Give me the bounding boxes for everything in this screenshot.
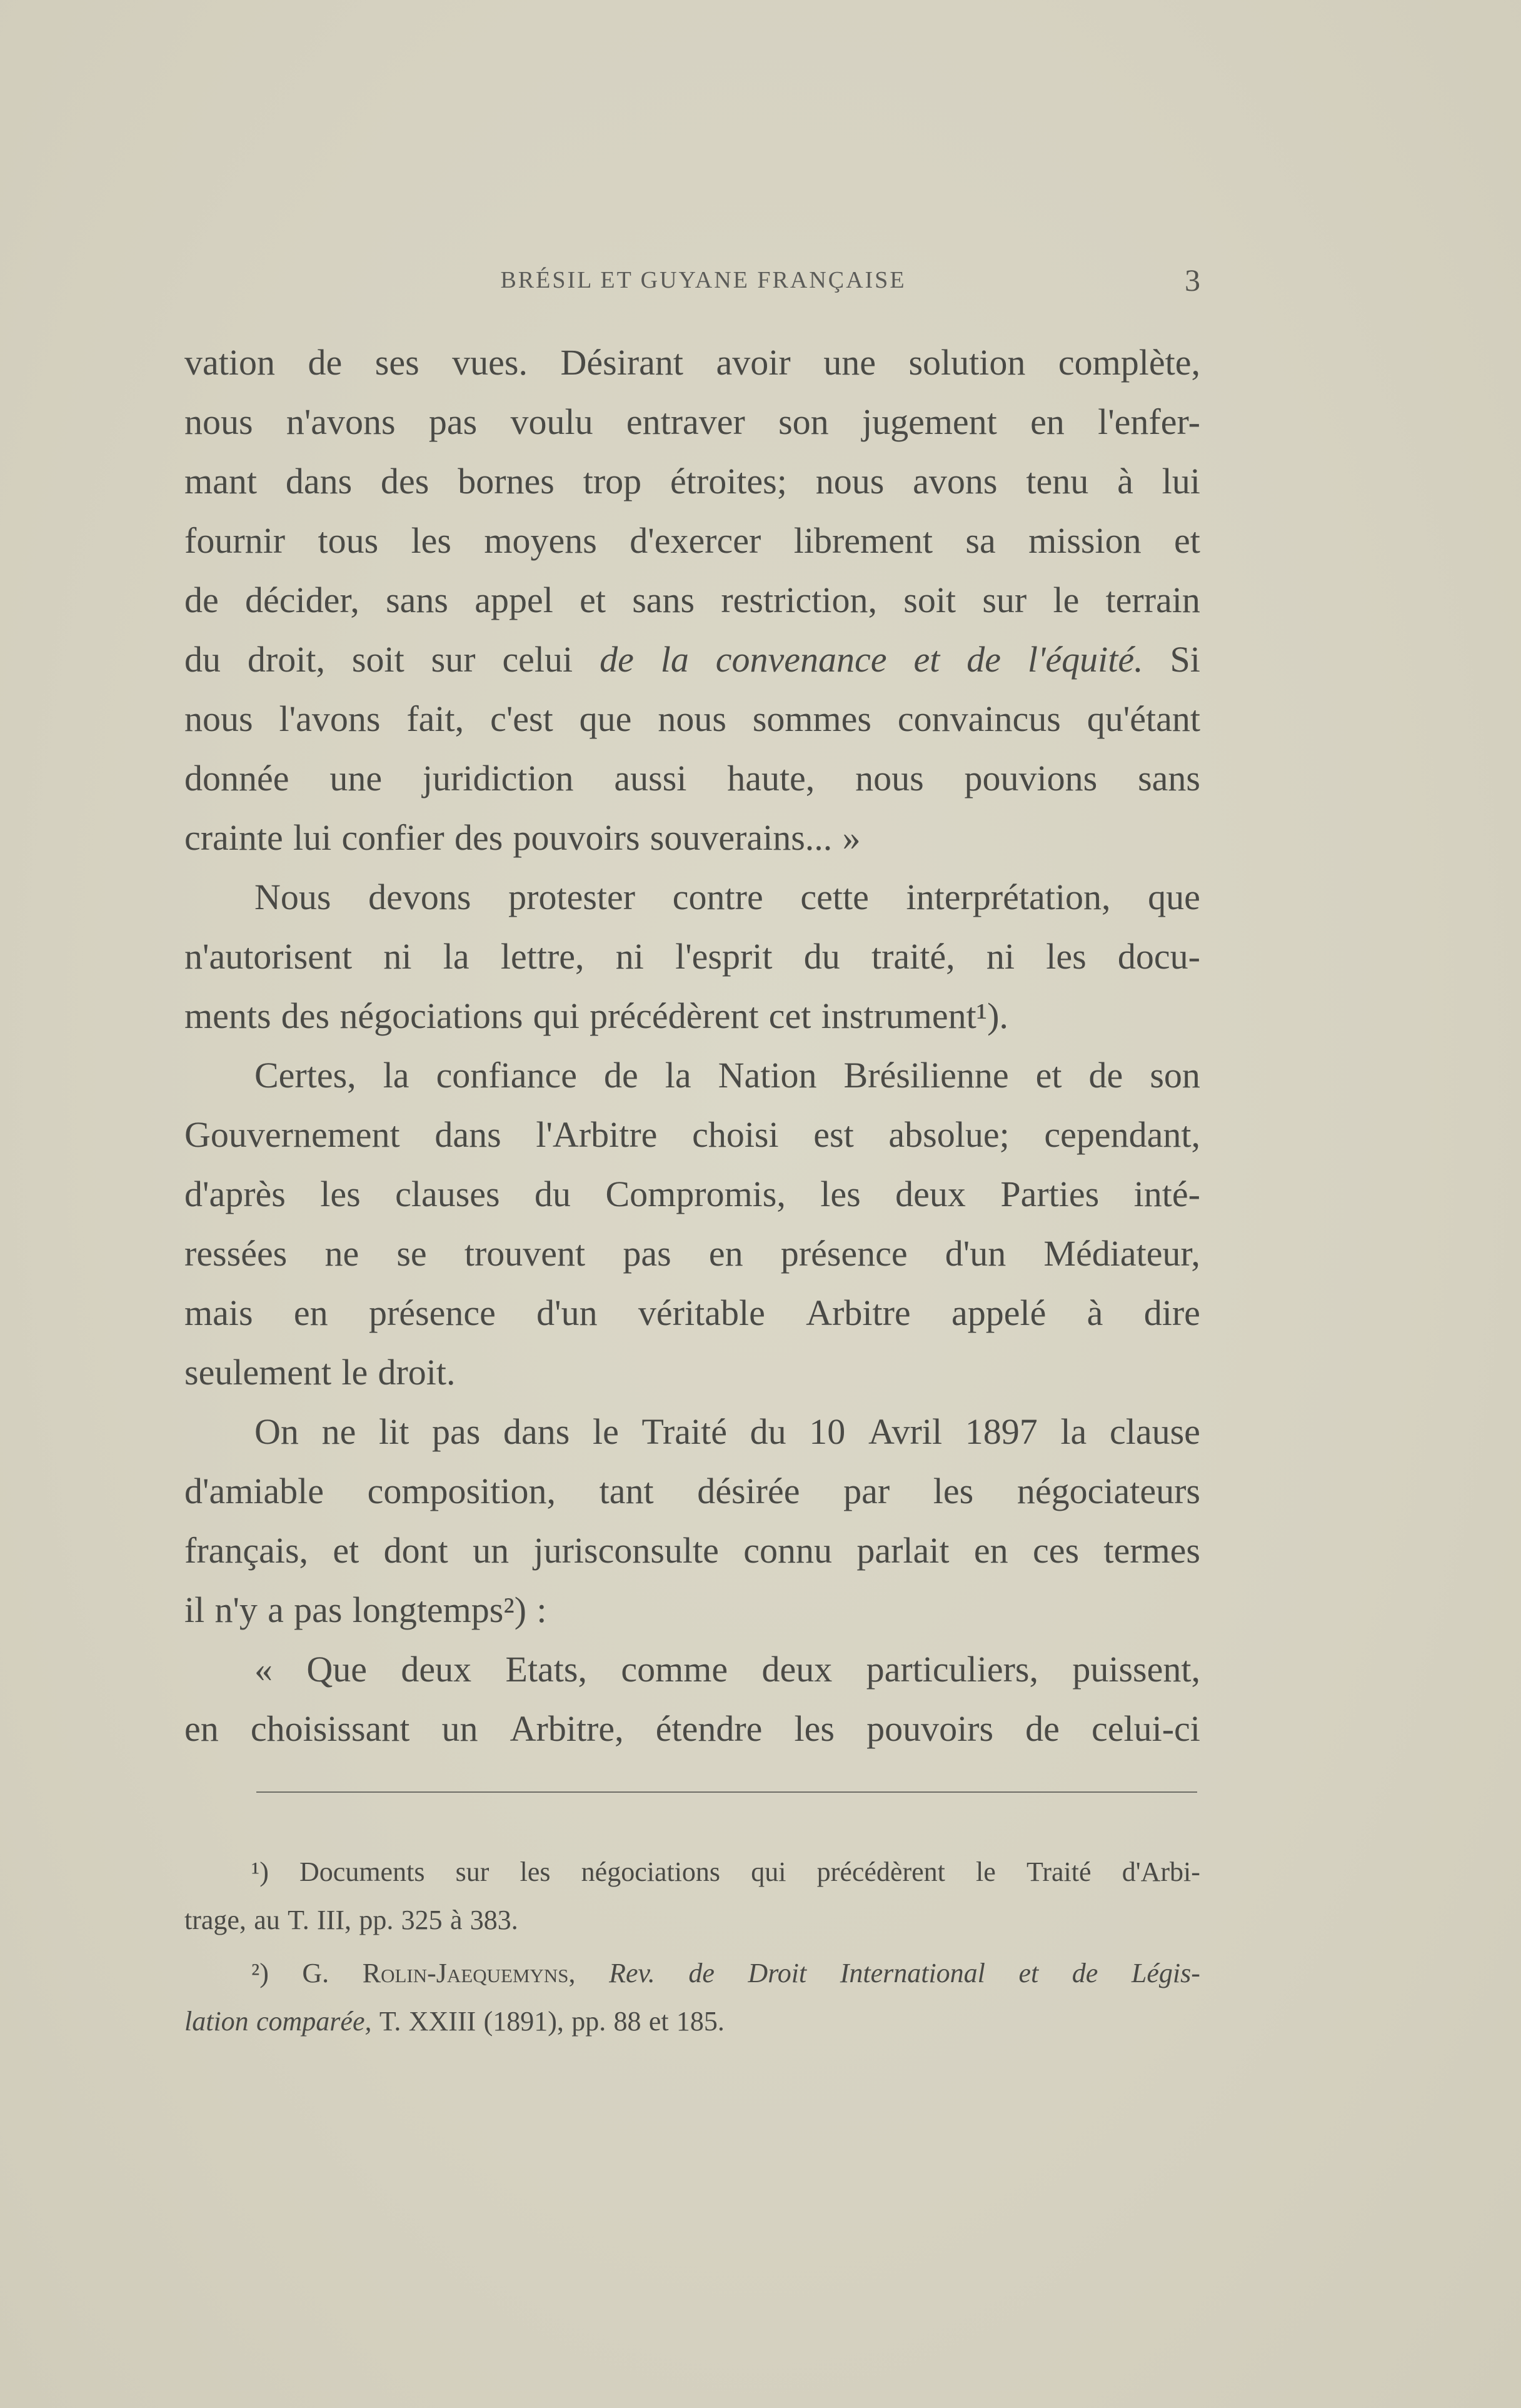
word: un — [473, 1530, 510, 1571]
word: de — [688, 1958, 715, 1988]
word: qu'étant — [1087, 698, 1200, 739]
word: tenu — [1026, 461, 1089, 501]
word: crainte — [184, 817, 283, 858]
word: sans — [1138, 758, 1200, 798]
word: pas — [432, 1411, 481, 1452]
text-line — [184, 1343, 1200, 1402]
word: (1891), — [483, 2006, 564, 2037]
word: l'avons — [279, 698, 381, 739]
word: le — [1053, 580, 1080, 620]
word: deux — [761, 1649, 833, 1690]
word: ces — [1032, 1530, 1080, 1571]
word: pp. — [359, 1905, 394, 1935]
word: Légis- — [1131, 1958, 1200, 1988]
word: particuliers, — [866, 1649, 1038, 1690]
word: protester — [508, 877, 636, 917]
word: ni — [986, 936, 1015, 977]
word: ¹) — [251, 1856, 269, 1887]
word: qui — [751, 1856, 786, 1887]
word: il — [184, 1589, 205, 1630]
word: est — [813, 1114, 854, 1155]
word: l'équité. — [1027, 639, 1143, 680]
word: et — [580, 580, 606, 620]
word: la — [443, 936, 469, 977]
word: d'Arbi- — [1122, 1856, 1200, 1887]
word: à — [1117, 461, 1133, 501]
word: ne — [324, 1233, 359, 1274]
word: mission — [1028, 520, 1142, 561]
word: jurisconsulte — [533, 1530, 719, 1571]
word: sur — [431, 639, 476, 680]
word: et — [1018, 1958, 1039, 1988]
word: précédèrent — [816, 1856, 945, 1887]
text-line — [184, 392, 1200, 451]
word: cet — [768, 995, 811, 1036]
word: et — [913, 639, 940, 680]
word: pouvoirs — [513, 817, 640, 858]
word: les — [933, 1471, 974, 1511]
word: clause — [1109, 1411, 1200, 1452]
word: nous — [815, 461, 885, 501]
word: l'enfer- — [1098, 401, 1200, 442]
text-line — [184, 1640, 1200, 1699]
text-line — [184, 1580, 1200, 1640]
word: au — [254, 1905, 280, 1935]
word: en — [1030, 401, 1065, 442]
word: composition, — [367, 1471, 556, 1511]
word: c'est — [490, 698, 553, 739]
word: nous — [855, 758, 924, 798]
word: nous — [184, 698, 253, 739]
word: et — [1174, 520, 1200, 561]
word: du — [803, 936, 840, 977]
word: T. — [288, 1905, 309, 1935]
word: Arbitre, — [510, 1708, 624, 1749]
word: pp. — [571, 2006, 606, 2037]
word: cette — [800, 877, 869, 917]
text-line — [184, 630, 1200, 689]
word: Traité — [1027, 1856, 1092, 1887]
word: avons — [913, 461, 998, 501]
word: son — [778, 401, 829, 442]
word: par — [843, 1471, 890, 1511]
word: lit — [378, 1411, 409, 1452]
word: étroites; — [670, 461, 787, 501]
word: une — [329, 758, 383, 798]
word: Brésilienne — [843, 1055, 1009, 1096]
word: vues. — [452, 342, 528, 383]
word: solution — [908, 342, 1026, 383]
word: comme — [621, 1649, 728, 1690]
word: droit, — [247, 639, 325, 680]
word: Arbitre — [806, 1292, 911, 1333]
word: Rev. — [609, 1958, 655, 1988]
word: l'Arbitre — [536, 1114, 658, 1155]
word: dans — [503, 1411, 570, 1452]
word: de — [966, 639, 1001, 680]
word: Gouvernement — [184, 1114, 400, 1155]
word: ne — [321, 1411, 356, 1452]
word: les — [794, 1708, 835, 1749]
word: d'un — [536, 1292, 598, 1333]
word: d'amiable — [184, 1471, 324, 1511]
word: Désirant — [560, 342, 684, 383]
word: décider, — [245, 580, 359, 620]
word: de — [1088, 1055, 1123, 1096]
word: le — [593, 1411, 619, 1452]
word: mant — [184, 461, 257, 501]
word: sa — [965, 520, 996, 561]
text-line — [184, 927, 1200, 986]
word: ni — [615, 936, 644, 977]
word: bornes — [458, 461, 555, 501]
text-line — [184, 808, 1200, 867]
footnote-line — [184, 1949, 1200, 1997]
text-line — [184, 333, 1200, 392]
word: interprétation, — [906, 877, 1111, 917]
word: les — [320, 1174, 361, 1214]
word: en — [184, 1708, 219, 1749]
word: que — [579, 698, 632, 739]
word: sommes — [752, 698, 871, 739]
word: précédèrent — [590, 995, 759, 1036]
word: des — [281, 995, 330, 1036]
word: seulement — [184, 1352, 332, 1393]
word: G. — [302, 1958, 329, 1988]
text-line — [184, 1402, 1200, 1461]
word: inté- — [1133, 1174, 1200, 1214]
text-line — [184, 748, 1200, 808]
word: présence — [368, 1292, 496, 1333]
word: devons — [368, 877, 471, 917]
word: en — [293, 1292, 328, 1333]
word: français, — [184, 1530, 309, 1571]
word: soit — [903, 580, 956, 620]
word: haute, — [727, 758, 815, 798]
word: dans — [285, 461, 353, 501]
word: parlait — [856, 1530, 950, 1571]
text-line — [184, 986, 1200, 1045]
word: le — [341, 1352, 368, 1393]
text-line — [184, 1283, 1200, 1343]
word: International — [840, 1958, 985, 1988]
footnotes — [184, 1848, 1200, 2045]
word: d'un — [945, 1233, 1006, 1274]
word: deux — [401, 1649, 472, 1690]
word: pas — [428, 401, 478, 442]
word: restriction, — [721, 580, 877, 620]
text-line — [184, 1105, 1200, 1164]
footnote-rule — [256, 1791, 1197, 1793]
word: un — [441, 1708, 478, 1749]
text-line — [184, 570, 1200, 630]
word: à — [1087, 1292, 1103, 1333]
word: Certes, — [254, 1055, 356, 1096]
word: une — [823, 342, 876, 383]
word: n'avons — [286, 401, 396, 442]
word: dans — [434, 1114, 501, 1155]
word: souverains... — [650, 817, 833, 858]
text-line — [184, 451, 1200, 511]
word: choisissant — [250, 1708, 410, 1749]
word: de — [184, 580, 219, 620]
word: trouvent — [464, 1233, 586, 1274]
word: la — [1060, 1411, 1087, 1452]
word: 1897 — [965, 1411, 1038, 1452]
word: Nous — [254, 877, 331, 917]
word: de — [1072, 1958, 1098, 1988]
text-line — [184, 1045, 1200, 1105]
text-line — [184, 689, 1200, 748]
text-line — [184, 1224, 1200, 1283]
word: en — [973, 1530, 1008, 1571]
word: nous — [658, 698, 726, 739]
word: d'exercer — [630, 520, 761, 561]
word: Parties — [1000, 1174, 1100, 1214]
word: lui — [293, 817, 332, 858]
word: aussi — [614, 758, 687, 798]
word: de — [600, 639, 634, 680]
word: » — [842, 817, 861, 858]
word: Nation — [718, 1055, 817, 1096]
word: jugement — [861, 401, 997, 442]
text-line — [184, 867, 1200, 927]
word: n'y — [214, 1589, 258, 1630]
word: les — [1046, 936, 1087, 977]
word: : — [536, 1589, 547, 1630]
word: terrain — [1105, 580, 1200, 620]
word: les — [411, 520, 451, 561]
word: sur — [982, 580, 1027, 620]
word: la — [660, 639, 689, 680]
word: lui — [1162, 461, 1200, 501]
word: que — [1148, 877, 1200, 917]
word: Si — [1170, 639, 1200, 680]
word: T. — [379, 2006, 401, 2037]
word: complète, — [1058, 342, 1200, 383]
word: docu- — [1117, 936, 1200, 977]
word: tant — [599, 1471, 654, 1511]
word: le — [976, 1856, 996, 1887]
word: celui — [502, 639, 573, 680]
word: puissent, — [1072, 1649, 1200, 1690]
word: véritable — [638, 1292, 765, 1333]
word: présence — [780, 1233, 908, 1274]
text-line — [184, 1699, 1200, 1758]
word: et — [648, 2006, 669, 2037]
word: entraver — [626, 401, 745, 442]
word: soit — [351, 639, 404, 680]
word: lation — [184, 2006, 249, 2037]
word: négociations — [581, 1856, 721, 1887]
word: voulu — [510, 401, 593, 442]
word: désirée — [697, 1471, 800, 1511]
word: lettre, — [500, 936, 585, 977]
word: n'autorisent — [184, 936, 353, 977]
word: traité, — [871, 936, 955, 977]
word: choisi — [692, 1114, 779, 1155]
word: de — [308, 342, 343, 383]
word: Traité — [641, 1411, 727, 1452]
word: 10 — [809, 1411, 846, 1452]
word: mais — [184, 1292, 253, 1333]
word: à — [449, 1905, 463, 1935]
word: trage, — [184, 1905, 246, 1935]
word: ses — [374, 342, 419, 383]
word: ni — [383, 936, 412, 977]
footnote-line — [184, 1848, 1200, 1896]
word: confier — [341, 817, 444, 858]
word: sans — [632, 580, 695, 620]
word: du — [750, 1411, 786, 1452]
word: l'esprit — [675, 936, 773, 977]
word: celui-ci — [1092, 1708, 1200, 1749]
word: ²) — [251, 1958, 269, 1988]
word: pas — [294, 1589, 343, 1630]
word: les — [820, 1174, 861, 1214]
word: négociateurs — [1017, 1471, 1200, 1511]
word: et — [333, 1530, 359, 1571]
word: dont — [383, 1530, 448, 1571]
word: absolue; — [888, 1114, 1010, 1155]
word: vation — [184, 342, 275, 383]
word: pas — [623, 1233, 671, 1274]
word: Documents — [299, 1856, 425, 1887]
page-number: 3 — [1185, 263, 1200, 298]
word: étendre — [655, 1708, 763, 1749]
word: la — [383, 1055, 409, 1096]
text-line — [184, 1521, 1200, 1580]
text-line — [184, 1461, 1200, 1521]
word: « — [254, 1649, 273, 1690]
word: son — [1150, 1055, 1200, 1096]
word: en — [708, 1233, 743, 1274]
word: Médiateur, — [1043, 1233, 1200, 1274]
word: dire — [1143, 1292, 1200, 1333]
word: sur — [455, 1856, 489, 1887]
word: donnée — [184, 758, 289, 798]
word: III, — [317, 1905, 351, 1935]
word: appelé — [951, 1292, 1047, 1333]
word: Compromis, — [605, 1174, 786, 1214]
word: moyens — [484, 520, 597, 561]
word: convenance — [715, 639, 887, 680]
word: 325 — [401, 1905, 443, 1935]
word: la — [665, 1055, 691, 1096]
word: Droit — [748, 1958, 807, 1988]
word: longtemps²) — [352, 1589, 527, 1630]
word: d'après — [184, 1174, 286, 1214]
word: Que — [306, 1649, 368, 1690]
word: 88 — [613, 2006, 641, 2037]
word: de — [1025, 1708, 1060, 1749]
word: clauses — [395, 1174, 500, 1214]
word: les — [520, 1856, 551, 1887]
body-text — [184, 333, 1200, 1758]
word: se — [396, 1233, 427, 1274]
word: confiance — [436, 1055, 577, 1096]
word: qui — [533, 995, 580, 1036]
word: droit. — [378, 1352, 456, 1393]
word: Avril — [868, 1411, 943, 1452]
word: sans — [386, 580, 448, 620]
word: XXIII — [408, 2006, 476, 2037]
word: contre — [672, 877, 763, 917]
word: connu — [743, 1530, 832, 1571]
word: appel — [474, 580, 553, 620]
word: avoir — [716, 342, 791, 383]
word: a — [268, 1589, 284, 1630]
word: pouvions — [964, 758, 1098, 798]
word: de — [603, 1055, 638, 1096]
footnote-line — [184, 1896, 1200, 1944]
word: On — [254, 1411, 299, 1452]
word: ments — [184, 995, 271, 1036]
word: des — [454, 817, 503, 858]
word: fait, — [406, 698, 464, 739]
text-line — [184, 1164, 1200, 1224]
footnote-line — [184, 1997, 1200, 2045]
word: 383. — [469, 1905, 518, 1935]
word: ressées — [184, 1233, 288, 1274]
word: Etats, — [505, 1649, 587, 1690]
word: trop — [583, 461, 642, 501]
word: et — [1035, 1055, 1062, 1096]
word: deux — [895, 1174, 966, 1214]
running-head — [184, 261, 1200, 299]
word: pouvoirs — [866, 1708, 994, 1749]
word: tous — [318, 520, 379, 561]
word: cependant, — [1044, 1114, 1200, 1155]
word: nous — [184, 401, 253, 442]
running-title: BRÉSIL ET GUYANE FRANÇAISE — [500, 267, 906, 293]
word: comparée, — [256, 2006, 372, 2037]
word: convaincus — [897, 698, 1061, 739]
word: du — [535, 1174, 571, 1214]
text-line — [184, 511, 1200, 570]
word: 185. — [676, 2006, 725, 2037]
word: juridiction — [422, 758, 574, 798]
word: négociations — [339, 995, 523, 1036]
word: du — [184, 639, 221, 680]
word: des — [381, 461, 429, 501]
word: termes — [1103, 1530, 1200, 1571]
word: fournir — [184, 520, 286, 561]
word: instrument¹). — [821, 995, 1008, 1036]
word: librement — [793, 520, 933, 561]
word: Rolin-Jaequemyns, — [362, 1958, 576, 1988]
